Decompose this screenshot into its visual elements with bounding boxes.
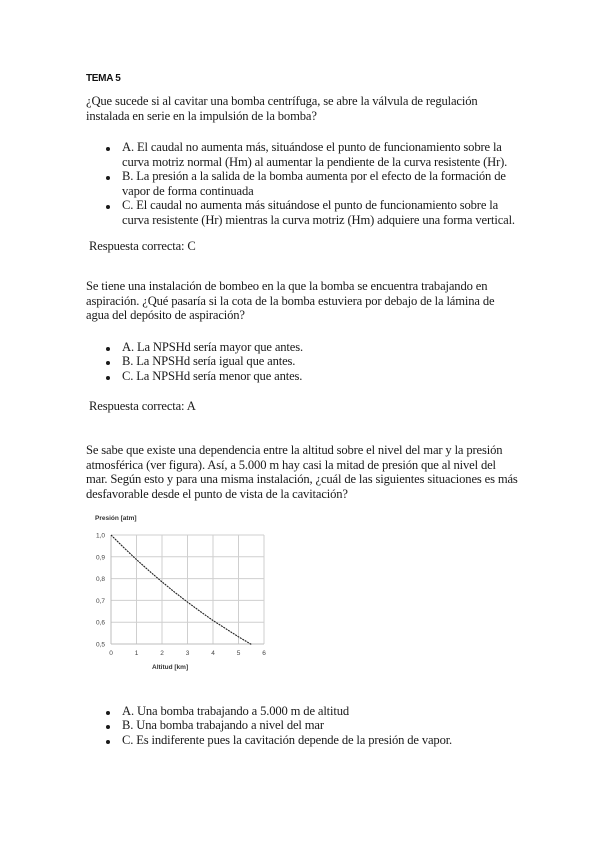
option-c: C. Es indiferente pues la cavitación depende de la presión de vapor. (122, 733, 453, 747)
question-1-answer: Respuesta correcta: C (89, 239, 196, 253)
question-2-answer: Respuesta correcta: A (89, 399, 196, 413)
option-c-line-2: curva resistente (Hr) mientras la curva motriz (Hm) adquiere una forma vertical. (122, 212, 515, 227)
bullet-icon (106, 147, 110, 151)
x-tick-label: 5 (236, 650, 241, 657)
bullet-icon (106, 205, 110, 209)
option-a-line-2: curva motriz normal (Hm) al aumentar la pendiente de la curva resistente (Hr). (122, 154, 508, 169)
option-c: C. La NPSHd sería menor que antes. (122, 368, 303, 383)
x-tick-label: 3 (185, 650, 190, 657)
x-tick-label: 2 (160, 650, 164, 657)
bullet-icon (106, 725, 110, 729)
y-tick-label: 0,5 (95, 641, 105, 649)
y-tick-label: 0,9 (95, 554, 105, 562)
option-a: A. La NPSHd sería mayor que antes. (122, 340, 303, 354)
option-b: B. Una bomba trabajando a nivel del mar (122, 718, 324, 732)
y-tick-label: 0,7 (95, 597, 105, 605)
pressure-curve (111, 535, 251, 644)
x-tick-label: 0 (109, 650, 113, 657)
option-c-line-1: C. El caudal no aumenta más situándose el punto de funcionamiento sobre la (122, 198, 499, 212)
y-tick-label: 1,0 (95, 532, 105, 540)
section-heading: TEMA 5 (86, 73, 121, 84)
option-b: B. La NPSHd sería igual que antes. (122, 354, 296, 368)
bullet-icon (106, 740, 110, 744)
y-tick-label: 0,8 (95, 576, 105, 584)
question-3-line-3: mar. Según esto y para una misma instalación, ¿cuál de las siguientes situaciones es más (86, 472, 518, 486)
x-tick-label: 1 (134, 650, 139, 657)
question-2-line-1: Se tiene una instalación de bombeo en la que la bomba se encuentra trabajando en (86, 279, 488, 293)
pressure-altitude-chart (85, 510, 275, 680)
y-tick-label: 0,6 (95, 619, 105, 627)
option-b-line-1: B. La presión a la salida de la bomba aumenta por el efecto de la formación de (122, 169, 506, 183)
bullet-icon (106, 711, 110, 715)
bullet-icon (106, 361, 110, 365)
bullet-icon (106, 376, 110, 380)
question-3-line-4: desfavorable desde el punto de vista de la cavitación? (86, 486, 348, 501)
option-b-line-2: vapor de forma continuada (122, 183, 254, 198)
question-1-line-2: instalada en serie en la impulsión de la bomba? (86, 108, 317, 123)
question-3-line-1: Se sabe que existe una dependencia entre la altitud sobre el nivel del mar y la presión (86, 443, 503, 457)
x-tick-label: 4 (211, 650, 215, 657)
bullet-icon (106, 347, 110, 351)
chart-plot (85, 510, 275, 680)
option-a: A. Una bomba trabajando a 5.000 m de altitud (122, 704, 350, 718)
question-2-line-2: aspiración. ¿Qué pasaría si la cota de la bomba estuviera por debajo de la lámina de (86, 293, 495, 308)
x-tick-label: 6 (262, 650, 266, 657)
bullet-icon (106, 176, 110, 180)
question-3-line-2: atmosférica (ver figura). Así, a 5.000 m hay casi la mitad de presión que al nivel del (86, 457, 496, 472)
option-a-line-1: A. El caudal no aumenta más, situándose el punto de funcionamiento sobre la (122, 140, 502, 154)
question-2-line-3: agua del depósito de aspiración? (86, 308, 245, 322)
chart-x-title: Altitud [km] (152, 664, 189, 671)
question-1-line-1: ¿Que sucede si al cavitar una bomba centrífuga, se abre la válvula de regulación (86, 94, 478, 108)
chart-y-title: Presión [atm] (95, 515, 137, 522)
